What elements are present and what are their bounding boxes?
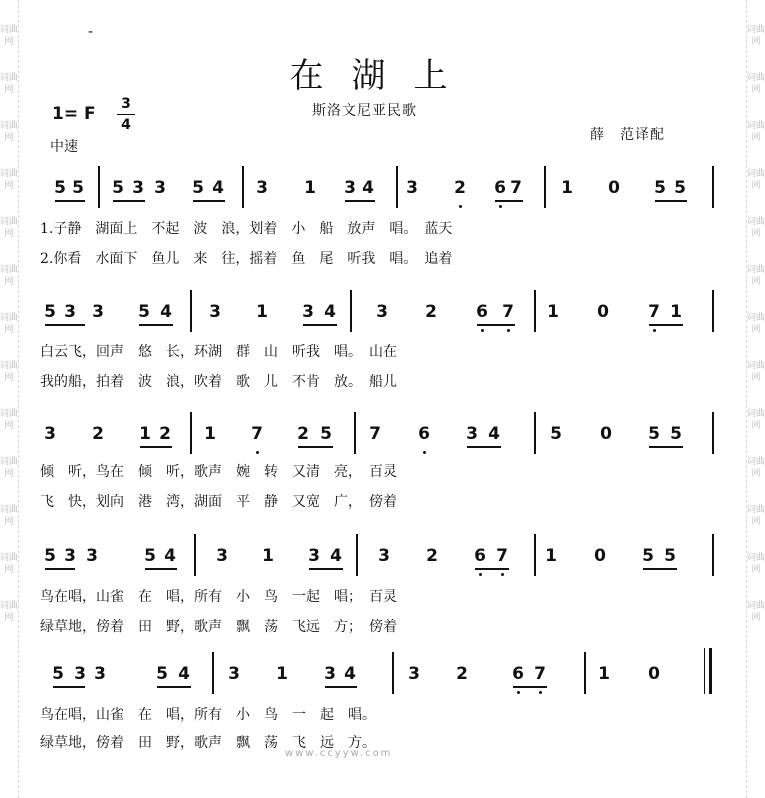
beam-underline: [655, 200, 687, 202]
lyric-line: 绿草地，傍着 田 野，歌声 飘 荡 飞远 方； 傍着: [40, 619, 397, 635]
note: 5: [648, 424, 660, 444]
octave-dot: [459, 205, 462, 208]
note: 2: [297, 424, 309, 444]
note: 7: [510, 178, 522, 198]
note: 5: [52, 664, 64, 684]
note: 1: [545, 546, 557, 566]
note: 1: [561, 178, 573, 198]
note: 6: [418, 424, 430, 444]
barline: [190, 290, 192, 332]
note: 7: [648, 302, 660, 322]
note: 2: [456, 664, 468, 684]
barline: [712, 412, 714, 454]
note: 5: [138, 302, 150, 322]
final-barline-thin: [704, 648, 705, 694]
octave-dot: [499, 205, 502, 208]
note: 2: [426, 546, 438, 566]
note: 3: [378, 546, 390, 566]
beam-underline: [113, 200, 145, 202]
note: 5: [654, 178, 666, 198]
note: 7: [534, 664, 546, 684]
note: 1: [598, 664, 610, 684]
note: 3: [92, 302, 104, 322]
time-signature-line: [117, 114, 135, 115]
note: 7: [251, 424, 263, 444]
beam-underline: [345, 200, 375, 202]
octave-dot: [539, 691, 542, 694]
barline: [712, 290, 714, 332]
time-signature: [117, 95, 135, 134]
beam-underline: [643, 568, 677, 570]
note: 3: [209, 302, 221, 322]
barline: [242, 166, 244, 208]
note: 1: [139, 424, 151, 444]
note: 4: [488, 424, 500, 444]
beam-underline: [467, 446, 501, 448]
note: 4: [212, 178, 224, 198]
octave-dot: [423, 451, 426, 454]
barline: [396, 166, 398, 208]
beam-underline: [139, 324, 173, 326]
octave-dot: [256, 451, 259, 454]
note: 3: [94, 664, 106, 684]
beam-underline: [45, 568, 75, 570]
barline: [98, 166, 100, 208]
note: 0: [608, 178, 620, 198]
barline: [212, 652, 214, 694]
beam-underline: [309, 568, 343, 570]
beam-underline: [649, 446, 683, 448]
note: 4: [160, 302, 172, 322]
note: 3: [324, 664, 336, 684]
note: 3: [86, 546, 98, 566]
beam-underline: [649, 324, 683, 326]
note: 0: [648, 664, 660, 684]
note: 1: [547, 302, 559, 322]
note: 5: [192, 178, 204, 198]
final-barline-thick: [709, 648, 712, 694]
beam-underline: [53, 686, 85, 688]
note: 4: [164, 546, 176, 566]
note: 3: [228, 664, 240, 684]
beam-underline: [140, 446, 172, 448]
beam-underline: [477, 324, 515, 326]
note: 1: [262, 546, 274, 566]
beam-underline: [495, 200, 523, 202]
note: 7: [502, 302, 514, 322]
note: 5: [112, 178, 124, 198]
key-signature: 1= F: [52, 104, 96, 124]
octave-dot: [507, 329, 510, 332]
note: 1: [276, 664, 288, 684]
lyric-line: 倾 听，鸟在 倾 听，歌声 婉 转 又清 亮， 百灵: [40, 464, 397, 480]
beam-underline: [303, 324, 337, 326]
octave-dot: [479, 573, 482, 576]
note: 5: [72, 178, 84, 198]
note: 2: [92, 424, 104, 444]
barline: [584, 652, 586, 694]
barline: [544, 166, 546, 208]
tempo-marking: 中速: [50, 139, 78, 155]
note: 3: [308, 546, 320, 566]
note: 5: [44, 302, 56, 322]
note: 3: [406, 178, 418, 198]
note: 6: [512, 664, 524, 684]
note: 5: [550, 424, 562, 444]
note: 3: [64, 302, 76, 322]
note: 3: [44, 424, 56, 444]
note: 1: [256, 302, 268, 322]
beam-underline: [325, 686, 357, 688]
barline: [354, 412, 356, 454]
barline: [534, 412, 536, 454]
note: 6: [494, 178, 506, 198]
beam-underline: [475, 568, 509, 570]
note: 2: [454, 178, 466, 198]
note: 6: [474, 546, 486, 566]
note: 5: [54, 178, 66, 198]
beam-underline: [55, 200, 85, 202]
note: 0: [594, 546, 606, 566]
note: 2: [425, 302, 437, 322]
note: 3: [302, 302, 314, 322]
lyric-line: 鸟在唱，山雀 在 唱，所有 小 鸟 一 起 唱。: [40, 707, 376, 723]
header-dash: -: [88, 24, 94, 40]
lyric-line: 我的船，拍着 波 浪，吹着 歌 儿 不肯 放。 船儿: [40, 374, 397, 390]
note: 1: [670, 302, 682, 322]
note: 4: [362, 178, 374, 198]
note: 1: [304, 178, 316, 198]
lyric-line: 飞 快，划向 港 湾，湖面 平 静 又宽 广， 傍着: [40, 494, 397, 510]
note: 3: [64, 546, 76, 566]
time-signature-bottom: 4: [121, 117, 131, 133]
note: 3: [408, 664, 420, 684]
note: 5: [670, 424, 682, 444]
note: 5: [156, 664, 168, 684]
note: 3: [74, 664, 86, 684]
note: 3: [256, 178, 268, 198]
beam-underline: [145, 568, 177, 570]
octave-dot: [517, 691, 520, 694]
arranger-credit: 薛 范译配: [590, 127, 665, 143]
barline: [712, 534, 714, 576]
barline: [350, 290, 352, 332]
barline: [392, 652, 394, 694]
lyric-line: 1.子静 湖面上 不起 波 浪，划着 小 船 放声 唱。 蓝天: [40, 221, 453, 237]
barline: [534, 290, 536, 332]
note: 7: [496, 546, 508, 566]
watermark-right: 词曲网 词曲网 词曲网 词曲网 词曲网 词曲网 词曲网 词曲网 词曲网 词曲网 词曲网 词曲网 词曲网: [746, 0, 765, 798]
note: 6: [476, 302, 488, 322]
footer-watermark: www.ccyyw.com: [285, 748, 393, 759]
octave-dot: [501, 573, 504, 576]
barline: [190, 412, 192, 454]
note: 4: [178, 664, 190, 684]
barline: [194, 534, 196, 576]
note: 0: [597, 302, 609, 322]
note: 0: [600, 424, 612, 444]
note: 1: [204, 424, 216, 444]
note: 4: [344, 664, 356, 684]
note: 5: [664, 546, 676, 566]
note: 3: [344, 178, 356, 198]
barline: [534, 534, 536, 576]
note: 5: [642, 546, 654, 566]
barline: [712, 166, 714, 208]
song-origin: 斯洛文尼亚民歌: [312, 103, 417, 119]
beam-underline: [298, 446, 333, 448]
note: 5: [674, 178, 686, 198]
note: 3: [132, 178, 144, 198]
note: 3: [154, 178, 166, 198]
note: 4: [330, 546, 342, 566]
octave-dot: [653, 329, 656, 332]
note: 2: [159, 424, 171, 444]
lyric-line: 白云飞，回声 悠 长，环湖 群 山 听我 唱。 山在: [40, 344, 397, 360]
note: 3: [376, 302, 388, 322]
barline: [356, 534, 358, 576]
note: 4: [324, 302, 336, 322]
beam-underline: [45, 324, 85, 326]
watermark-left: 词曲网 词曲网 词曲网 词曲网 词曲网 词曲网 词曲网 词曲网 词曲网 词曲网 词曲网 词曲网 词曲网: [0, 0, 19, 798]
lyric-line: 2.你看 水面下 鱼儿 来 往，摇着 鱼 尾 听我 唱。 追着: [40, 251, 453, 267]
beam-underline: [193, 200, 225, 202]
octave-dot: [481, 329, 484, 332]
note: 5: [44, 546, 56, 566]
lyric-line: 鸟在唱，山雀 在 唱，所有 小 鸟 一起 唱； 百灵: [40, 589, 397, 605]
time-signature-top: 3: [121, 96, 131, 112]
note: 7: [369, 424, 381, 444]
lyric-line: 绿草地，傍着 田 野，歌声 飘 荡 飞 远 方。: [40, 735, 376, 751]
note: 3: [216, 546, 228, 566]
note: 5: [144, 546, 156, 566]
note: 5: [320, 424, 332, 444]
song-title: 在湖上: [289, 56, 476, 96]
note: 3: [466, 424, 478, 444]
beam-underline: [157, 686, 191, 688]
beam-underline: [513, 686, 547, 688]
